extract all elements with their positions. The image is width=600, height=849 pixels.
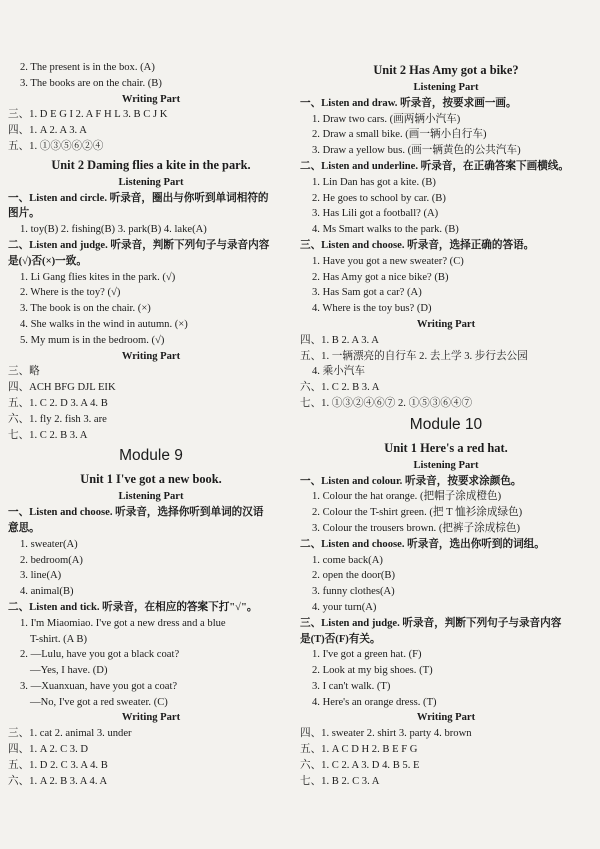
exercise-instruction: 二、Listen and choose. 听录音，选出你听到的词组。	[300, 538, 545, 550]
section-heading: Listening Part	[118, 176, 184, 188]
section-heading: Writing Part	[416, 712, 476, 724]
answer-line: 六、1. C 2. B 3. A	[300, 382, 380, 394]
answer-line: 5. My mum is in the bedroom. (√)	[20, 334, 165, 346]
answer-line: —No, I've got a red sweater. (C)	[30, 696, 168, 708]
answer-line: 4. 乘小汽车	[312, 366, 365, 378]
answer-line: 2. bedroom(A)	[20, 554, 83, 566]
answer-line: 3. line(A)	[20, 570, 62, 582]
exercise-instruction: 是(T)否(F)有关。	[300, 633, 381, 645]
section-heading: Writing Part	[121, 712, 181, 724]
answer-line: 3. Draw a yellow bus. (画一辆黄色的公共汽车)	[312, 145, 521, 157]
answer-line: 1. Draw two cars. (画两辆小汽车)	[312, 113, 461, 125]
unit-title: Unit 2 Daming flies a kite in the park.	[51, 157, 251, 172]
answer-line: 六、1. C 2. A 3. D 4. B 5. E	[300, 759, 420, 771]
exercise-instruction: 三、Listen and judge. 听录音，判断下列句子与录音内容	[300, 617, 562, 629]
answer-line: 三、1. D E G I 2. A F H L 3. B C J K	[8, 109, 168, 121]
answer-line: 七、1. B 2. C 3. A	[300, 775, 380, 787]
answer-line: 五、1. 一辆漂亮的自行车 2. 去上学 3. 步行去公园	[300, 350, 528, 362]
answer-line: 1. Lin Dan has got a kite. (B)	[312, 176, 436, 188]
answer-line: 五、1. ①③⑤⑥②④	[8, 140, 104, 152]
unit-title: Unit 1 Here's a red hat.	[384, 440, 508, 455]
right-column	[300, 60, 592, 789]
exercise-instruction: 一、Listen and choose. 听录音，选择你听到单词的汉语	[8, 507, 264, 519]
answer-line: 四、1. sweater 2. shirt 3. party 4. brown	[300, 728, 472, 740]
answer-line: 3. —Xuanxuan, have you got a coat?	[20, 680, 178, 692]
exercise-instruction: 二、Listen and judge. 听录音，判断下列句子与录音内容	[8, 239, 270, 251]
exercise-instruction: 一、Listen and circle. 听录音，圈出与你听到单词相符的	[8, 192, 269, 204]
answer-line: 2. Has Amy got a nice bike? (B)	[312, 271, 449, 283]
answer-line: 3. Colour the trousers brown. (把裤子涂成棕色)	[312, 522, 521, 534]
left-column	[8, 60, 294, 789]
answer-line: 1. toy(B) 2. fishing(B) 3. park(B) 4. lake(A)	[20, 224, 207, 236]
section-heading: Listening Part	[118, 491, 184, 503]
answer-line: 4. Ms Smart walks to the park. (B)	[312, 224, 459, 236]
answer-line: 三、1. cat 2. animal 3. under	[8, 728, 132, 740]
exercise-instruction: 一、Listen and colour. 听录音，按要求涂颜色。	[300, 475, 522, 487]
answer-line: 4. your turn(A)	[312, 601, 377, 613]
answer-line: 4. animal(B)	[20, 586, 74, 598]
answer-line: —Yes, I have. (D)	[30, 665, 108, 677]
answer-line: 3. Has Lili got a football? (A)	[312, 208, 439, 220]
answer-line: 1. I'm Miaomiao. I've got a new dress and a blue	[20, 617, 226, 629]
answer-line: 4. Where is the toy bus? (D)	[312, 303, 432, 315]
answer-line: 3. I can't walk. (T)	[312, 680, 391, 692]
unit-title: Unit 2 Has Amy got a bike?	[373, 63, 519, 77]
answer-line: 七、1. ①③②④⑥⑦ 2. ①⑤③⑥④⑦	[300, 397, 473, 409]
unit-title: Unit 1 I've got a new book.	[80, 472, 222, 487]
answer-line: 1. Have you got a new sweater? (C)	[312, 255, 464, 267]
exercise-instruction: 图片。	[8, 208, 40, 220]
answer-line: 2. He goes to school by car. (B)	[312, 192, 446, 204]
answer-line: 2. Look at my big shoes. (T)	[312, 665, 433, 677]
answer-line: 五、1. D 2. C 3. A 4. B	[8, 759, 108, 771]
answer-line: 4. She walks in the wind in autumn. (×)	[20, 318, 188, 330]
section-heading: Listening Part	[413, 82, 479, 93]
exercise-instruction: 一、Listen and draw. 听录音，按要求画一画。	[300, 97, 517, 109]
section-heading: Writing Part	[416, 318, 476, 330]
section-heading: Listening Part	[413, 459, 479, 471]
answer-line: 六、1. fly 2. fish 3. are	[8, 413, 107, 425]
answer-line: 2. open the door(B)	[312, 570, 395, 582]
answer-line: 2. Colour the T-shirt green. (把 T 恤衫涂成绿色)	[312, 507, 523, 519]
answer-line: 四、1. A 2. A 3. A	[8, 125, 87, 137]
answer-line: 四、1. A 2. C 3. D	[8, 744, 89, 756]
answer-line: 3. Has Sam got a car? (A)	[312, 287, 422, 299]
answer-line: 3. The books are on the chair. (B)	[20, 77, 162, 89]
answer-line: 3. The book is on the chair. (×)	[20, 303, 151, 315]
exercise-instruction: 三、Listen and choose. 听录音，选择正确的答语。	[300, 239, 535, 251]
answer-line: 七、1. C 2. B 3. A	[8, 429, 88, 441]
answer-line: 2. Draw a small bike. (画一辆小自行车)	[312, 129, 487, 141]
answer-line: 四、ACH BFG DJL EIK	[8, 382, 116, 394]
answer-line: 五、1. A C D H 2. B E F G	[300, 744, 418, 756]
answer-line: 2. —Lulu, have you got a black coat?	[20, 649, 180, 661]
answer-line: 六、1. A 2. B 3. A 4. A	[8, 775, 108, 787]
answer-line: 1. Colour the hat orange. (把帽子涂成橙色)	[312, 491, 502, 503]
exercise-instruction: 二、Listen and tick. 听录音，在相应的答案下打"√"。	[8, 601, 258, 613]
answer-line: 4. Here's an orange dress. (T)	[312, 696, 437, 708]
exercise-instruction: 二、Listen and underline. 听录音，在正确答案下画横线。	[300, 160, 569, 172]
module-title: Module 10	[409, 415, 483, 433]
answer-line: 三、略	[8, 366, 40, 378]
exercise-instruction: 意思。	[8, 522, 40, 534]
answer-line: 1. sweater(A)	[20, 538, 78, 550]
answer-line: 1. I've got a green hat. (F)	[312, 649, 422, 661]
answer-line: 3. funny clothes(A)	[312, 586, 395, 598]
answer-line: 1. Li Gang flies kites in the park. (√)	[20, 271, 176, 283]
answer-line: 2. Where is the toy? (√)	[20, 287, 121, 299]
module-title: Module 9	[119, 447, 183, 465]
answer-line: 2. The present is in the box. (A)	[20, 62, 155, 73]
answer-line: 1. come back(A)	[312, 554, 383, 566]
answer-line: 四、1. B 2. A 3. A	[300, 334, 379, 346]
section-heading: Writing Part	[121, 350, 181, 362]
answer-line: T-shirt. (A B)	[30, 633, 87, 645]
exercise-instruction: 是(√)否(×)一致。	[8, 255, 87, 267]
section-heading: Writing Part	[121, 93, 181, 105]
answer-line: 五、1. C 2. D 3. A 4. B	[8, 397, 108, 409]
